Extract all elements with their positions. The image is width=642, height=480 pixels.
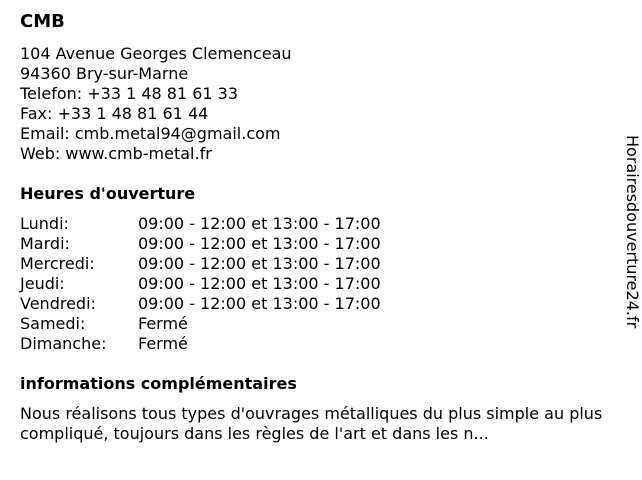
hours-row-tuesday <box>20 234 610 254</box>
hours-day-label: Lundi: <box>20 214 69 233</box>
hours-row-wednesday <box>20 254 610 274</box>
hours-row-saturday <box>20 314 610 334</box>
hours-time-value: 09:00 - 12:00 et 13:00 - 17:00 <box>138 274 381 293</box>
phone-number: Telefon: +33 1 48 81 61 33 <box>20 84 239 103</box>
fax-number: Fax: +33 1 48 81 61 44 <box>20 104 209 123</box>
additional-info-heading: informations complémentaires <box>20 374 297 393</box>
hours-row-friday <box>20 294 610 314</box>
opening-hours-table <box>20 214 610 354</box>
hours-time-value: 09:00 - 12:00 et 13:00 - 17:00 <box>138 294 381 313</box>
hours-time-value: Fermé <box>138 334 188 353</box>
address-line-2: 94360 Bry-sur-Marne <box>20 64 189 83</box>
hours-time-value: 09:00 - 12:00 et 13:00 - 17:00 <box>138 214 381 233</box>
opening-hours-heading: Heures d'ouverture <box>20 184 196 203</box>
hours-day-label: Samedi: <box>20 314 86 333</box>
website-address: Web: www.cmb-metal.fr <box>20 144 212 163</box>
additional-info-text: Nous réalisons tous types d'ouvrages métalliques du plus simple au plus compliqué, toujours dans les règles de l'art et dans les n... <box>20 404 603 443</box>
business-info-card <box>20 10 610 444</box>
hours-time-value: 09:00 - 12:00 et 13:00 - 17:00 <box>138 234 381 253</box>
email-address: Email: cmb.metal94@gmail.com <box>20 124 281 143</box>
address-line-1: 104 Avenue Georges Clemenceau <box>20 44 292 63</box>
hours-day-label: Dimanche: <box>20 334 107 353</box>
hours-row-sunday <box>20 334 610 354</box>
contact-block <box>20 44 610 164</box>
hours-day-label: Mercredi: <box>20 254 95 273</box>
hours-day-label: Jeudi: <box>20 274 65 293</box>
hours-day-label: Vendredi: <box>20 294 96 313</box>
hours-time-value: 09:00 - 12:00 et 13:00 - 17:00 <box>138 254 381 273</box>
site-watermark: Horairesdouverture24.fr <box>623 135 642 329</box>
hours-time-value: Fermé <box>138 314 188 333</box>
business-name: CMB <box>20 11 65 32</box>
hours-row-thursday <box>20 274 610 294</box>
hours-day-label: Mardi: <box>20 234 70 253</box>
hours-row-monday <box>20 214 610 234</box>
